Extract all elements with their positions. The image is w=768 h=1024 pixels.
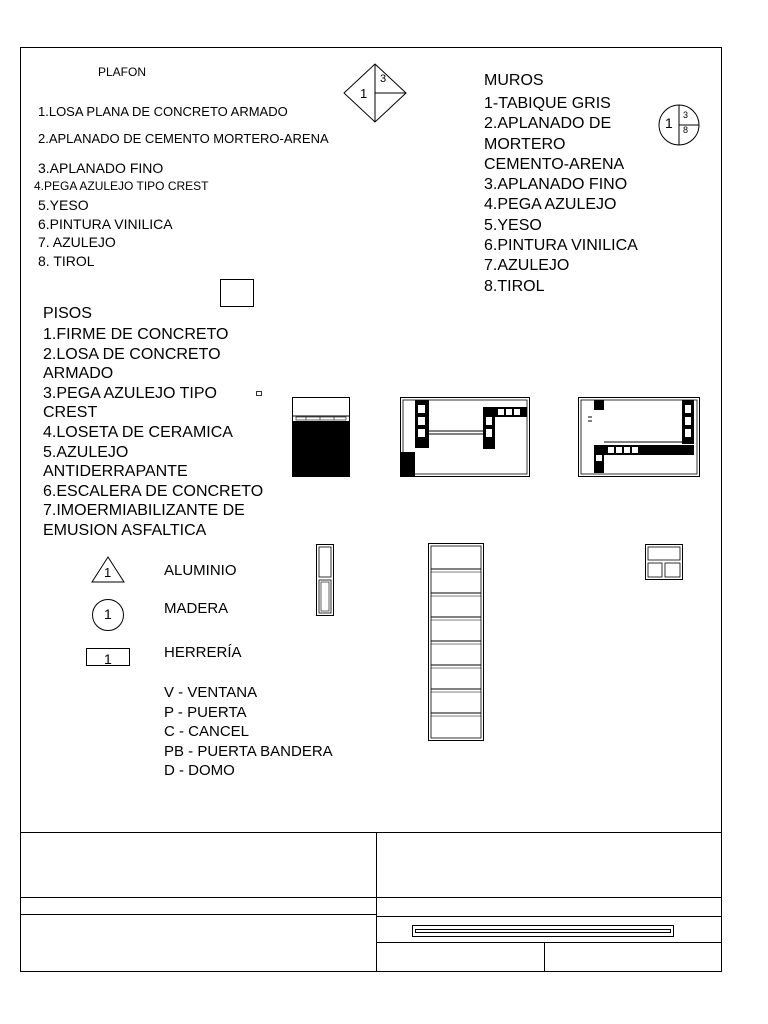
muros-item: MORTERO [484, 135, 566, 153]
codes-list [164, 683, 333, 781]
muros-item: CEMENTO-ARENA [484, 155, 625, 173]
muros-item: 6.PINTURA VINILICA [484, 237, 638, 255]
pisos-list [43, 325, 263, 541]
plafon-symbol-right: 3 [380, 73, 387, 85]
code-item: V - VENTANA [164, 684, 258, 701]
pisos-item: 7.IMOERMIABILIZANTE DE [43, 502, 245, 520]
code-item: C - CANCEL [164, 723, 250, 740]
title-block-small-divider [544, 942, 545, 972]
scale-bar [412, 925, 674, 937]
plafon-symbol-left: 1 [360, 86, 368, 101]
madera-label: MADERA [164, 600, 229, 617]
muros-list [484, 94, 638, 297]
plafon-title: PLAFON [98, 65, 147, 79]
muros-item: 7.AZULEJO [484, 257, 570, 275]
code-item: PB - PUERTA BANDERA [164, 742, 333, 760]
pisos-item: 2.LOSA DE CONCRETO [43, 345, 221, 363]
pisos-item: EMUSION ASFALTICA [43, 521, 207, 539]
plafon-item-1: 1.LOSA PLANA DE CONCRETO ARMADO [38, 104, 288, 119]
window-elevation [316, 544, 334, 616]
small-mark-icon [256, 391, 262, 396]
code-item: D - DOMO [164, 762, 235, 779]
pisos-title: PISOS [43, 305, 92, 322]
floor-plan-drawing-a [400, 397, 530, 477]
muros-item: 5.YESO [484, 216, 542, 234]
muros-symbol-top: 3 [683, 110, 689, 120]
code-item: P - PUERTA [164, 703, 247, 721]
muros-symbol-bottom: 8 [683, 125, 689, 135]
plafon-item-4: 4.PEGA AZULEJO TIPO CREST [34, 179, 209, 193]
muros-item: 4.PEGA AZULEJO [484, 196, 617, 214]
title-block-top-line [20, 832, 722, 833]
muros-symbol-left: 1 [665, 115, 673, 131]
title-block-bottom-line [20, 971, 722, 972]
aluminio-label: ALUMINIO [164, 562, 237, 579]
elevation-drawing [292, 397, 350, 477]
herreria-label: HERRERÍA [164, 644, 242, 661]
muros-item: 3.APLANADO FINO [484, 176, 628, 194]
muros-title: MUROS [484, 72, 544, 89]
aluminio-number: 1 [104, 565, 112, 580]
title-block-line-right-2 [376, 916, 722, 917]
cancel-elevation [428, 543, 484, 741]
pisos-item: 3.PEGA AZULEJO TIPO [43, 384, 217, 402]
empty-square [220, 279, 254, 307]
plafon-item-2: 2.APLANADO DE CEMENTO MORTERO-ARENA [38, 131, 329, 146]
pisos-item: ANTIDERRAPANTE [43, 463, 188, 481]
margin-tick [20, 210, 21, 252]
plafon-item-3: 3.APLANADO FINO [38, 160, 164, 176]
title-block-line-left-2 [20, 914, 376, 915]
plafon-diamond-symbol [340, 62, 410, 132]
pisos-item: ARMADO [43, 365, 114, 383]
herreria-number: 1 [104, 651, 112, 667]
plafon-item-8: 8. TIROL [38, 253, 95, 269]
title-block-line-full-1 [20, 897, 376, 898]
pisos-item: 4.LOSETA DE CERAMICA [43, 423, 233, 441]
small-window-elevation [645, 544, 683, 580]
floor-plan-drawing-b [578, 397, 700, 477]
pisos-item: 1.FIRME DE CONCRETO [43, 326, 229, 343]
plafon-item-5: 5.YESO [38, 197, 89, 213]
plafon-item-6: 6.PINTURA VINILICA [38, 216, 173, 232]
title-block-center-divider [376, 832, 377, 972]
muros-item: 2.APLANADO DE [484, 115, 612, 133]
muros-item: 8.TIROL [484, 277, 545, 295]
madera-number: 1 [104, 606, 112, 622]
muros-item: 1-TABIQUE GRIS [484, 95, 611, 112]
pisos-item: 6.ESCALERA DE CONCRETO [43, 482, 264, 500]
plafon-item-7: 7. AZULEJO [38, 234, 116, 250]
pisos-item: 5.AZULEJO [43, 443, 129, 461]
title-block-line-right-3 [376, 942, 722, 943]
title-block-line-right-1 [376, 897, 722, 898]
pisos-item: CREST [43, 404, 98, 422]
muros-circle-symbol [657, 103, 701, 147]
